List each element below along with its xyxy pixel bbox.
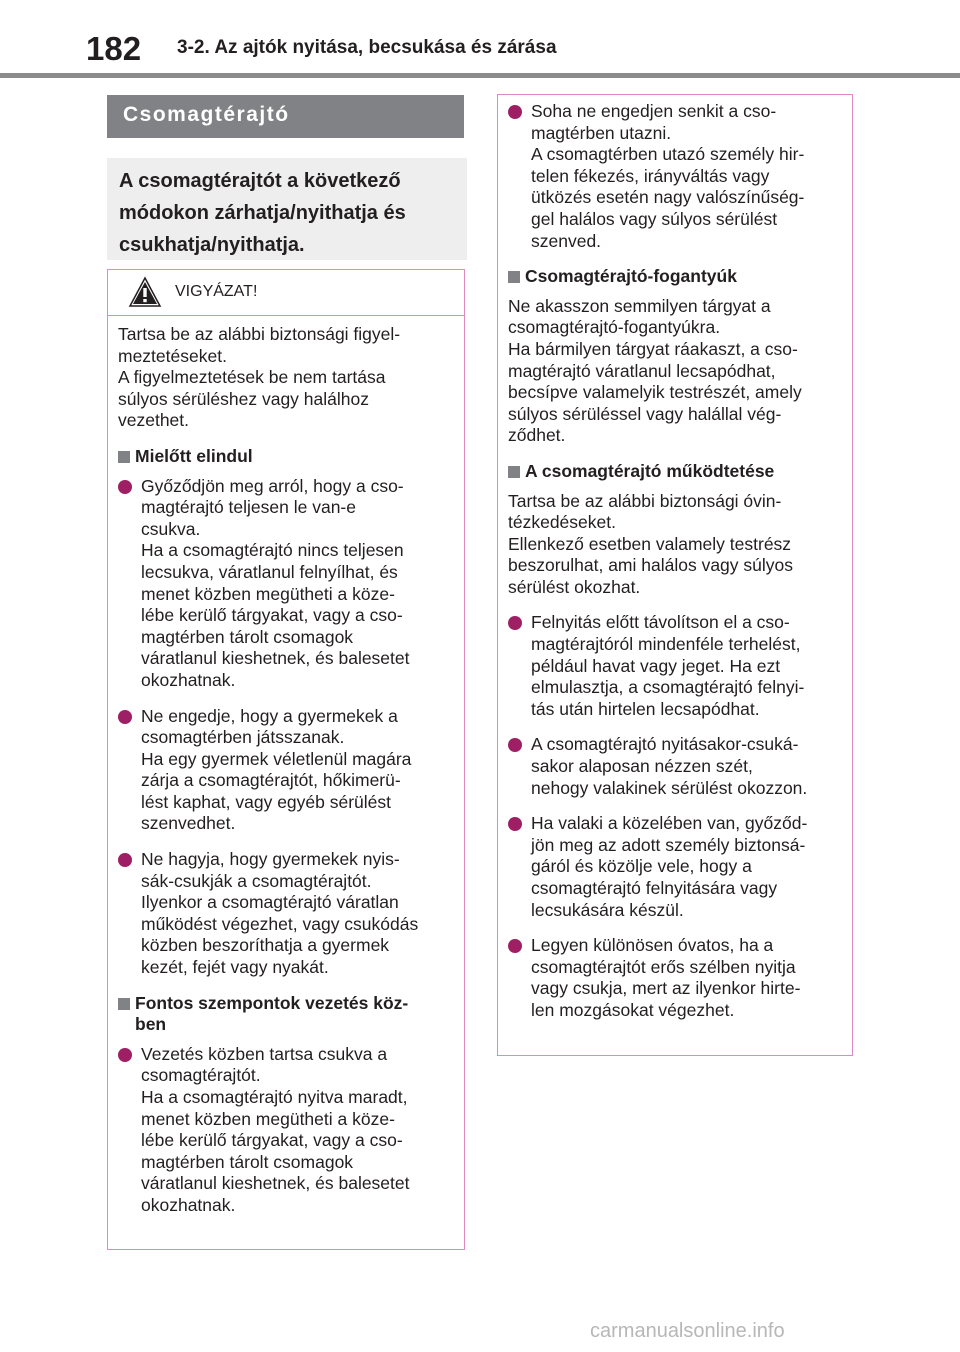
text-line: működést végezhet, vagy csukódás [141, 913, 419, 934]
bullet-item [118, 849, 454, 979]
caution-header [108, 270, 464, 316]
text-line: lést kaphat, vagy egyéb sérülést [141, 791, 392, 812]
text-line: A csomagtérajtó nyitásakor-csuká- [531, 734, 799, 755]
text-line: súlyos sérüléshez vagy halálhoz [118, 388, 369, 409]
text-line: magtérajtó váratlanul lecsapódhat, [508, 360, 776, 381]
caution-body-left [108, 316, 464, 1217]
intro-line: csukhatja/nyithatja. [119, 234, 305, 256]
text-line: Ne hagyja, hogy gyermekek nyis- [141, 849, 400, 870]
round-bullet-icon [508, 817, 522, 831]
text-line: menet közben megütheti a köze- [141, 583, 395, 604]
text-line: A csomagtérben utazó személy hir- [531, 144, 805, 165]
text-line: Ha a csomagtérajtó nincs teljesen [141, 540, 404, 561]
warning-triangle-icon [128, 276, 162, 308]
text-line: lecsukására készül. [531, 899, 684, 920]
page-number: 182 [86, 30, 142, 67]
bullet-item [508, 734, 842, 799]
text-line: váratlanul kieshetnek, és balesetet [141, 1173, 410, 1194]
round-bullet-icon [508, 939, 522, 953]
text-line: Ha a csomagtérajtó nyitva maradt, [141, 1087, 408, 1107]
text-line: vezethet. [118, 410, 190, 431]
text-line: Ne akasszon semmilyen tárgyat a [508, 295, 771, 316]
text-line: Győződjön meg arról, hogy a cso- [141, 475, 404, 496]
text-line: Csomagtérajtó-fogantyúk [525, 266, 737, 287]
text-line: lébe kerülő tárgyakat, vagy a cso- [141, 605, 403, 626]
text-line: Vezetés közben tartsa csukva a [141, 1043, 388, 1064]
watermark: carmanualsonline.info [590, 1320, 785, 1342]
text-line: lébe kerülő tárgyakat, vagy a cso- [141, 1130, 403, 1151]
text-line: A figyelmeztetések be nem tartása [118, 367, 386, 388]
text-line: Legyen különösen óvatos, ha a [531, 935, 774, 956]
round-bullet-icon [508, 105, 522, 119]
text-line: Ha bármilyen tárgyat ráakaszt, a cso- [508, 338, 798, 359]
caution-title: VIGYÁZAT! [175, 283, 258, 300]
round-bullet-icon [508, 738, 522, 752]
text-line: Mielőtt elindul [135, 445, 253, 466]
caution-body-right [498, 95, 852, 1022]
text-line: beszorulhat, ami halálos vagy súlyos [508, 555, 794, 576]
intro-box [107, 158, 467, 260]
text-line: Ellenkező esetben valamely testrész [508, 533, 792, 554]
text-line: váratlanul kieshetnek, és balesetet [141, 648, 410, 669]
text-line: kezét, fejét vagy nyakát. [141, 957, 329, 978]
text-line: Tartsa be az alábbi biztonsági óvin- [508, 490, 782, 511]
text-line: tézkedéseket. [508, 512, 616, 533]
text-line: csomagtérajtó felnyitására vagy [531, 878, 778, 898]
text-line: zárja a csomagtérajtót, hőkimerü- [141, 770, 401, 791]
bullet-item [508, 935, 842, 1021]
text-line: gáról és közölje vele, hogy a [531, 856, 752, 877]
square-bullet-icon [508, 271, 520, 283]
bullet-item [508, 612, 842, 720]
round-bullet-icon [118, 853, 132, 867]
text-line: Ha egy gyermek véletlenül magára [141, 748, 412, 769]
round-bullet-icon [118, 480, 132, 494]
text-line: Ha valaki a közelében van, győződ- [531, 813, 808, 834]
text-line: A csomagtérajtó működtetése [525, 460, 775, 481]
text-line: becsípve valamelyik testrészét, amely [508, 382, 802, 403]
text-line: Fontos szempontok vezetés köz- [135, 992, 409, 1013]
text-line: magtérajtóról mindenféle terhelést, [531, 634, 801, 655]
intro-line: A csomagtérajtót a következő [119, 170, 401, 192]
text-line: len mozgásokat végezhet. [531, 999, 735, 1020]
text-line: ben [135, 1014, 167, 1035]
round-bullet-icon [118, 1048, 132, 1062]
text-line: sérülést okozhat. [508, 576, 641, 597]
text-line: magtérben tárolt csomagok [141, 1151, 354, 1172]
section-title: Csomagtérajtó [107, 95, 464, 138]
text-line: menet közben megütheti a köze- [141, 1108, 395, 1129]
text-line: szenved. [531, 230, 602, 251]
body-paragraph [508, 296, 842, 447]
text-line: okozhatnak. [141, 669, 236, 690]
subheading [508, 461, 842, 483]
text-line: Soha ne engedjen senkit a cso- [531, 101, 777, 121]
text-line: vagy csukja, mert az ilyenkor hirte- [531, 978, 801, 999]
text-line: sakor alaposan nézzen szét, [531, 756, 753, 777]
text-line: csomagtérajtó-fogantyúkra. [508, 317, 721, 338]
text-line: nehogy valakinek sérülést okozzon. [531, 777, 808, 798]
bullet-item [118, 1044, 454, 1217]
text-line: magtérben utazni. [531, 122, 672, 143]
text-line: Ne engedje, hogy a gyermekek a [141, 705, 398, 726]
square-bullet-icon [118, 451, 130, 463]
text-line: csomagtérajtót. [141, 1065, 261, 1086]
text-line: meztetéseket. [118, 345, 227, 366]
bullet-item [118, 706, 454, 836]
text-line: tás után hirtelen lecsapódhat. [531, 698, 760, 719]
header-rule [0, 73, 960, 78]
text-line: lecsukva, váratlanul felnyílhat, és [141, 561, 398, 582]
text-line: csomagtérben játsszanak. [141, 727, 345, 748]
text-line: magtérben tárolt csomagok [141, 626, 354, 647]
body-paragraph [508, 491, 842, 599]
text-line: például havat vagy jeget. Ha ezt [531, 655, 781, 676]
round-bullet-icon [118, 710, 132, 724]
text-line: szenvedhet. [141, 813, 236, 834]
text-line: közben beszoríthatja a gyermek [141, 935, 390, 956]
text-line: magtérajtó teljesen le van-e [141, 497, 356, 518]
caution-box-left [107, 269, 465, 1250]
text-line: csomagtérajtót erős szélben nyitja [531, 956, 796, 977]
text-line: Felnyitás előtt távolítson el a cso- [531, 612, 790, 633]
bullet-item [508, 101, 842, 252]
text-line: Tartsa be az alábbi biztonsági figyel- [118, 324, 401, 344]
square-bullet-icon [508, 466, 520, 478]
text-line: csukva. [141, 518, 201, 539]
intro-line: módokon zárhatja/nyithatja és [119, 202, 406, 224]
subheading [118, 993, 454, 1036]
square-bullet-icon [118, 998, 130, 1010]
caution-box-right [497, 94, 853, 1056]
text-line: Ilyenkor a csomagtérajtó váratlan [141, 892, 399, 913]
text-line: ütközés esetén nagy valószínűség- [531, 187, 805, 208]
text-line: jön meg az adott személy biztonsá- [531, 834, 806, 855]
text-line: ződhet. [508, 425, 566, 446]
bullet-item [118, 476, 454, 692]
subheading [118, 446, 454, 468]
body-paragraph [118, 324, 454, 432]
text-line: gel halálos vagy súlyos sérülést [531, 208, 778, 229]
bullet-item [508, 813, 842, 921]
text-line: elmulasztja, a csomagtérajtó felnyi- [531, 677, 805, 698]
subheading [508, 266, 842, 288]
round-bullet-icon [508, 616, 522, 630]
text-line: telen fékezés, irányváltás vagy [531, 165, 770, 186]
text-line: okozhatnak. [141, 1194, 236, 1215]
chapter-title: 3-2. Az ajtók nyitása, becsukása és zárása [177, 37, 557, 58]
text-line: súlyos sérüléssel vagy halállal vég- [508, 403, 782, 424]
text-line: sák-csukják a csomagtérajtót. [141, 870, 372, 891]
